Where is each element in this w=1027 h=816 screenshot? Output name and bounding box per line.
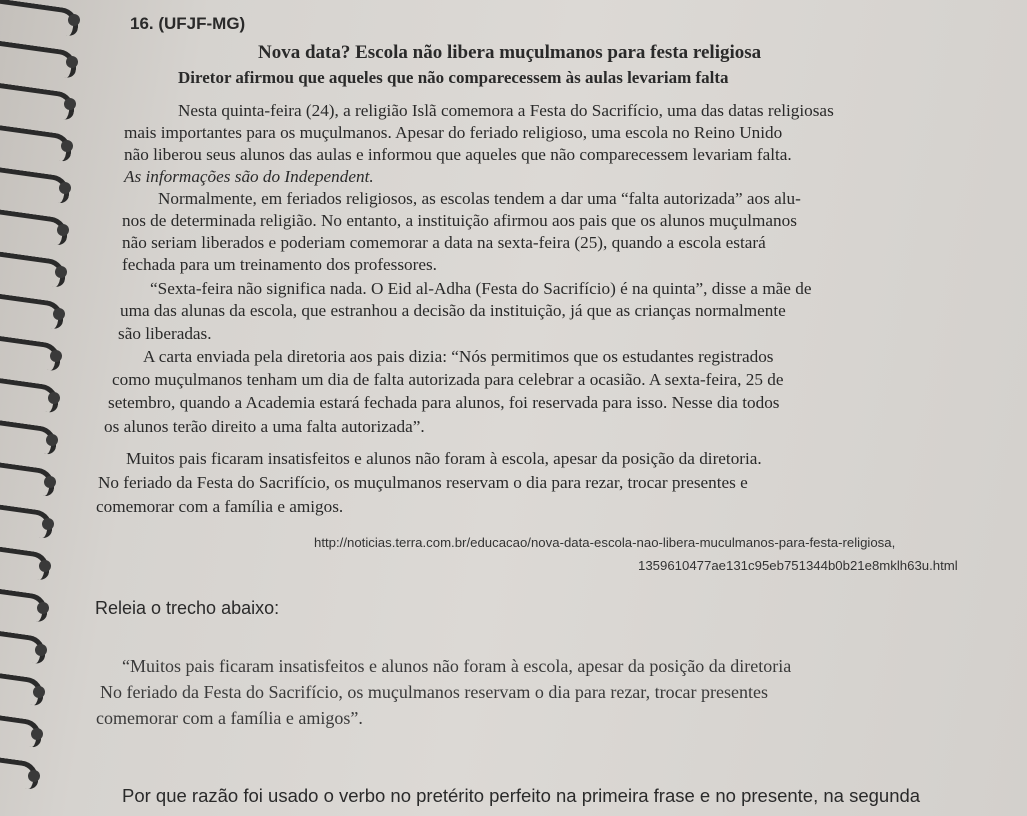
excerpt-line: comemorar com a família e amigos”.: [96, 708, 363, 728]
reread-instruction: Releia o trecho abaixo:: [95, 598, 280, 618]
article-line: Nesta quinta-feira (24), a religião Islã comemora a Festa do Sacrifício, uma das datas religiosas: [178, 101, 834, 120]
article-line: mais importantes para os muçulmanos. Apesar do feriado religioso, uma escola no Reino Unido: [124, 123, 783, 142]
article-line: Muitos pais ficaram insatisfeitos e alunos não foram à escola, apesar da posição da diretoria.: [126, 449, 762, 468]
question-number: 16. (UFJF-MG): [130, 14, 246, 33]
source-url: http://noticias.terra.com.br/educacao/nova-data-escola-nao-libera-muculmanos-para-festa-religiosa,: [314, 535, 896, 550]
article-line: As informações são do Independent.: [124, 167, 374, 186]
article-line: como muçulmanos tenham um dia de falta autorizada para celebrar a ocasião. A sexta-feira, 25 de: [112, 370, 784, 389]
excerpt-line: No feriado da Festa do Sacrifício, os muçulmanos reservam o dia para rezar, trocar presentes: [100, 682, 769, 702]
question-prompt: Por que razão foi usado o verbo no pretérito perfeito na primeira frase e no presente, na segunda: [122, 785, 921, 806]
article-headline: Nova data? Escola não libera muçulmanos para festa religiosa: [258, 42, 762, 63]
article-line: não liberou seus alunos das aulas e informou que aqueles que não comparecessem levariam falta.: [124, 145, 792, 164]
article-line: setembro, quando a Academia estará fechada para alunos, foi reservada para isso. Nesse dia todos: [108, 393, 780, 412]
article-line: “Sexta-feira não significa nada. O Eid al-Adha (Festa do Sacrifício) é na quinta”, disse a mãe de: [150, 279, 812, 298]
excerpt-line: “Muitos pais ficaram insatisfeitos e alunos não foram à escola, apesar da posição da diretoria: [122, 656, 792, 676]
article-line: comemorar com a família e amigos.: [96, 497, 344, 516]
source-url: 1359610477ae131c95eb751344b0b21e8mklh63u.html: [638, 558, 958, 573]
article-line: Normalmente, em feriados religiosos, as escolas tendem a dar uma “falta autorizada” aos alu-: [158, 189, 801, 208]
article-line: uma das alunas da escola, que estranhou a decisão da instituição, já que as crianças normalmente: [120, 301, 786, 320]
article-line: são liberadas.: [118, 324, 212, 343]
article-line: nos de determinada religião. No entanto, a instituição afirmou aos pais que os alunos muçulmanos: [122, 211, 797, 230]
article-line: No feriado da Festa do Sacrifício, os muçulmanos reservam o dia para rezar, trocar presentes e: [98, 473, 748, 492]
article-line: os alunos terão direito a uma falta autorizada”.: [104, 417, 425, 436]
article-line: fechada para um treinamento dos professores.: [122, 255, 437, 274]
article-line: A carta enviada pela diretoria aos pais dizia: “Nós permitimos que os estudantes registrados: [143, 347, 774, 366]
article-line: não seriam liberados e poderiam comemorar a data na sexta-feira (25), quando a escola estará: [122, 233, 766, 252]
article-subheadline: Diretor afirmou que aqueles que não comparecessem às aulas levariam falta: [178, 68, 729, 87]
